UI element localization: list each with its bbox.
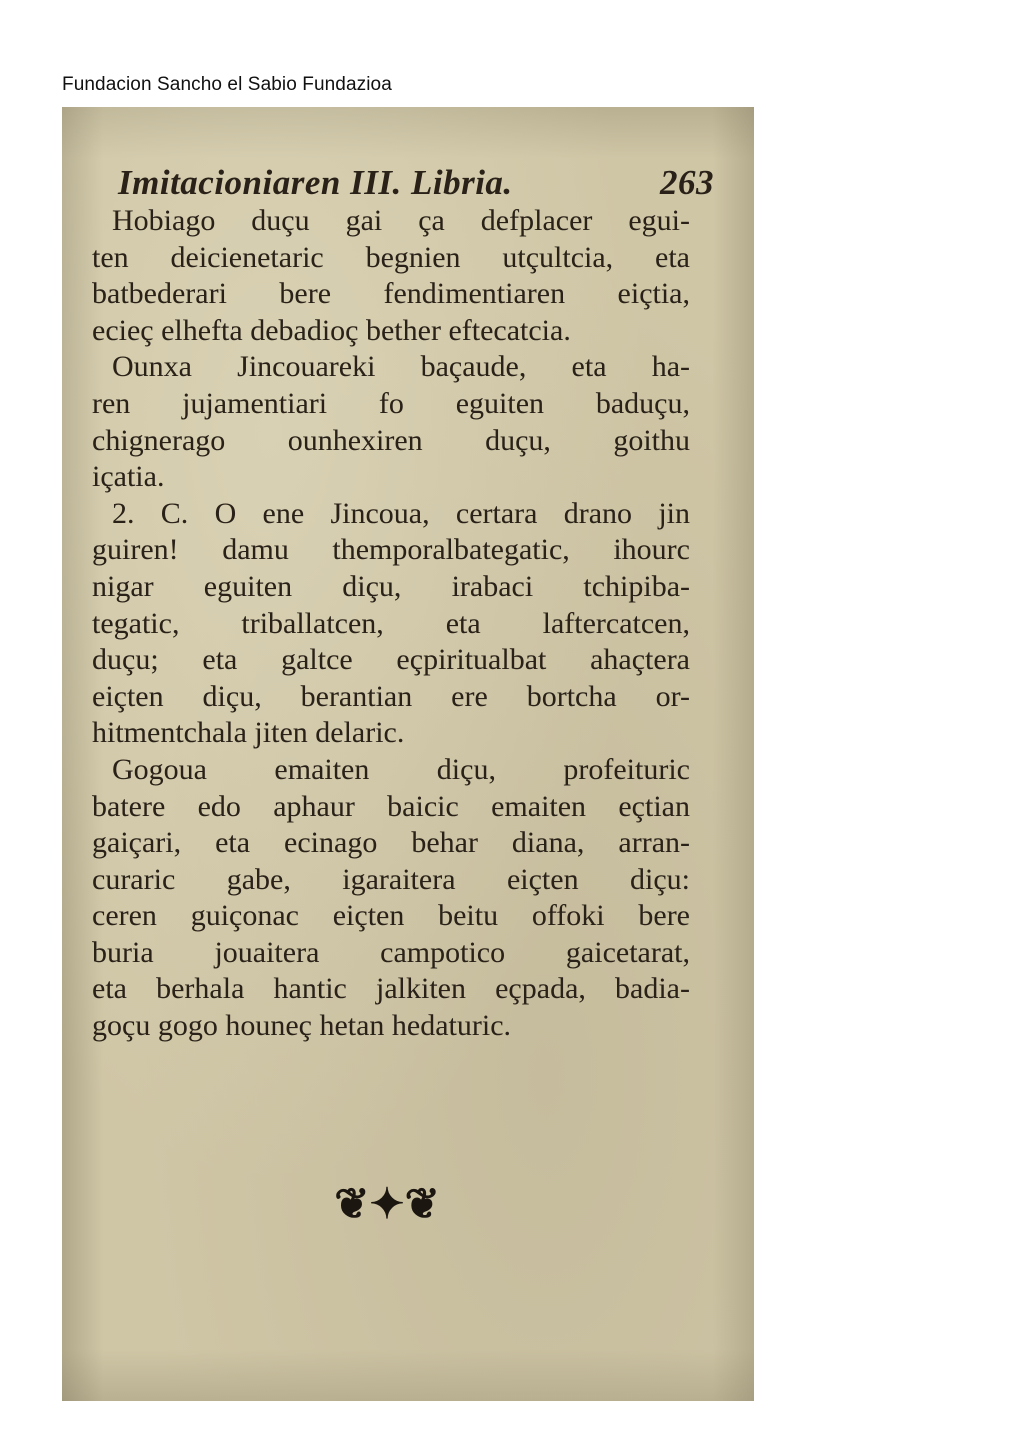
source-label: Fundacion Sancho el Sabio Fundazioa	[62, 74, 392, 95]
text-line: eiçten diçu, berantian ere bortcha or-	[92, 679, 690, 713]
text-line: ecieç elhefta debadioç bether eftecatcia.	[92, 313, 571, 347]
text-line: Gogoua emaiten diçu, profeituric	[112, 752, 690, 786]
running-head-title: Imitacioniaren III. Libria.	[118, 163, 513, 202]
text-line: hitmentchala jiten delaric.	[92, 716, 405, 750]
running-head	[118, 163, 714, 203]
text-line: goçu gogo houneç hetan hedaturic.	[92, 1009, 512, 1043]
text-line: duçu; eta galtce eçpiritualbat ahaçtera	[92, 643, 690, 677]
text-line: ten deicienetaric begnien utçultcia, eta	[92, 240, 690, 274]
text-line: ceren guiçonac eiçten beitu offoki bere	[92, 899, 690, 933]
text-line: nigar eguiten diçu, irabaci tchipiba-	[92, 569, 690, 603]
text-line: batere edo aphaur baicic emaiten eçtian	[92, 789, 690, 823]
text-line: Hobiago duçu gai ça defplacer egui-	[112, 204, 690, 237]
text-line: guiren! damu themporalbategatic, ihourc	[92, 533, 690, 567]
body-text	[92, 203, 690, 1045]
text-line: Ounxa Jincouareki baçaude, eta ha-	[112, 350, 690, 384]
page-number: 263	[660, 163, 714, 202]
text-line: eta berhala hantic jalkiten eçpada, badia-	[92, 972, 690, 1006]
text-line: chignerago ounhexiren duçu, goithu	[92, 423, 690, 457]
text-line: tegatic, triballatcen, eta laftercatcen,	[92, 606, 690, 640]
book-page-scan	[62, 107, 754, 1401]
text-line: 2. C. O ene Jincoua, certara drano jin	[112, 496, 690, 530]
text-line: gaiçari, eta ecinago behar diana, arran-	[92, 826, 690, 860]
text-line: içatia.	[92, 460, 165, 494]
text-line: batbederari bere fendimentiaren eiçtia,	[92, 277, 690, 311]
ornament-fleuron: ❦✦❦	[334, 1179, 440, 1228]
text-line: ren jujamentiari fo eguiten baduçu,	[92, 386, 690, 420]
text-line: buria jouaitera campotico gaicetarat,	[92, 935, 690, 969]
text-line: curaric gabe, igaraitera eiçten diçu:	[92, 862, 690, 896]
